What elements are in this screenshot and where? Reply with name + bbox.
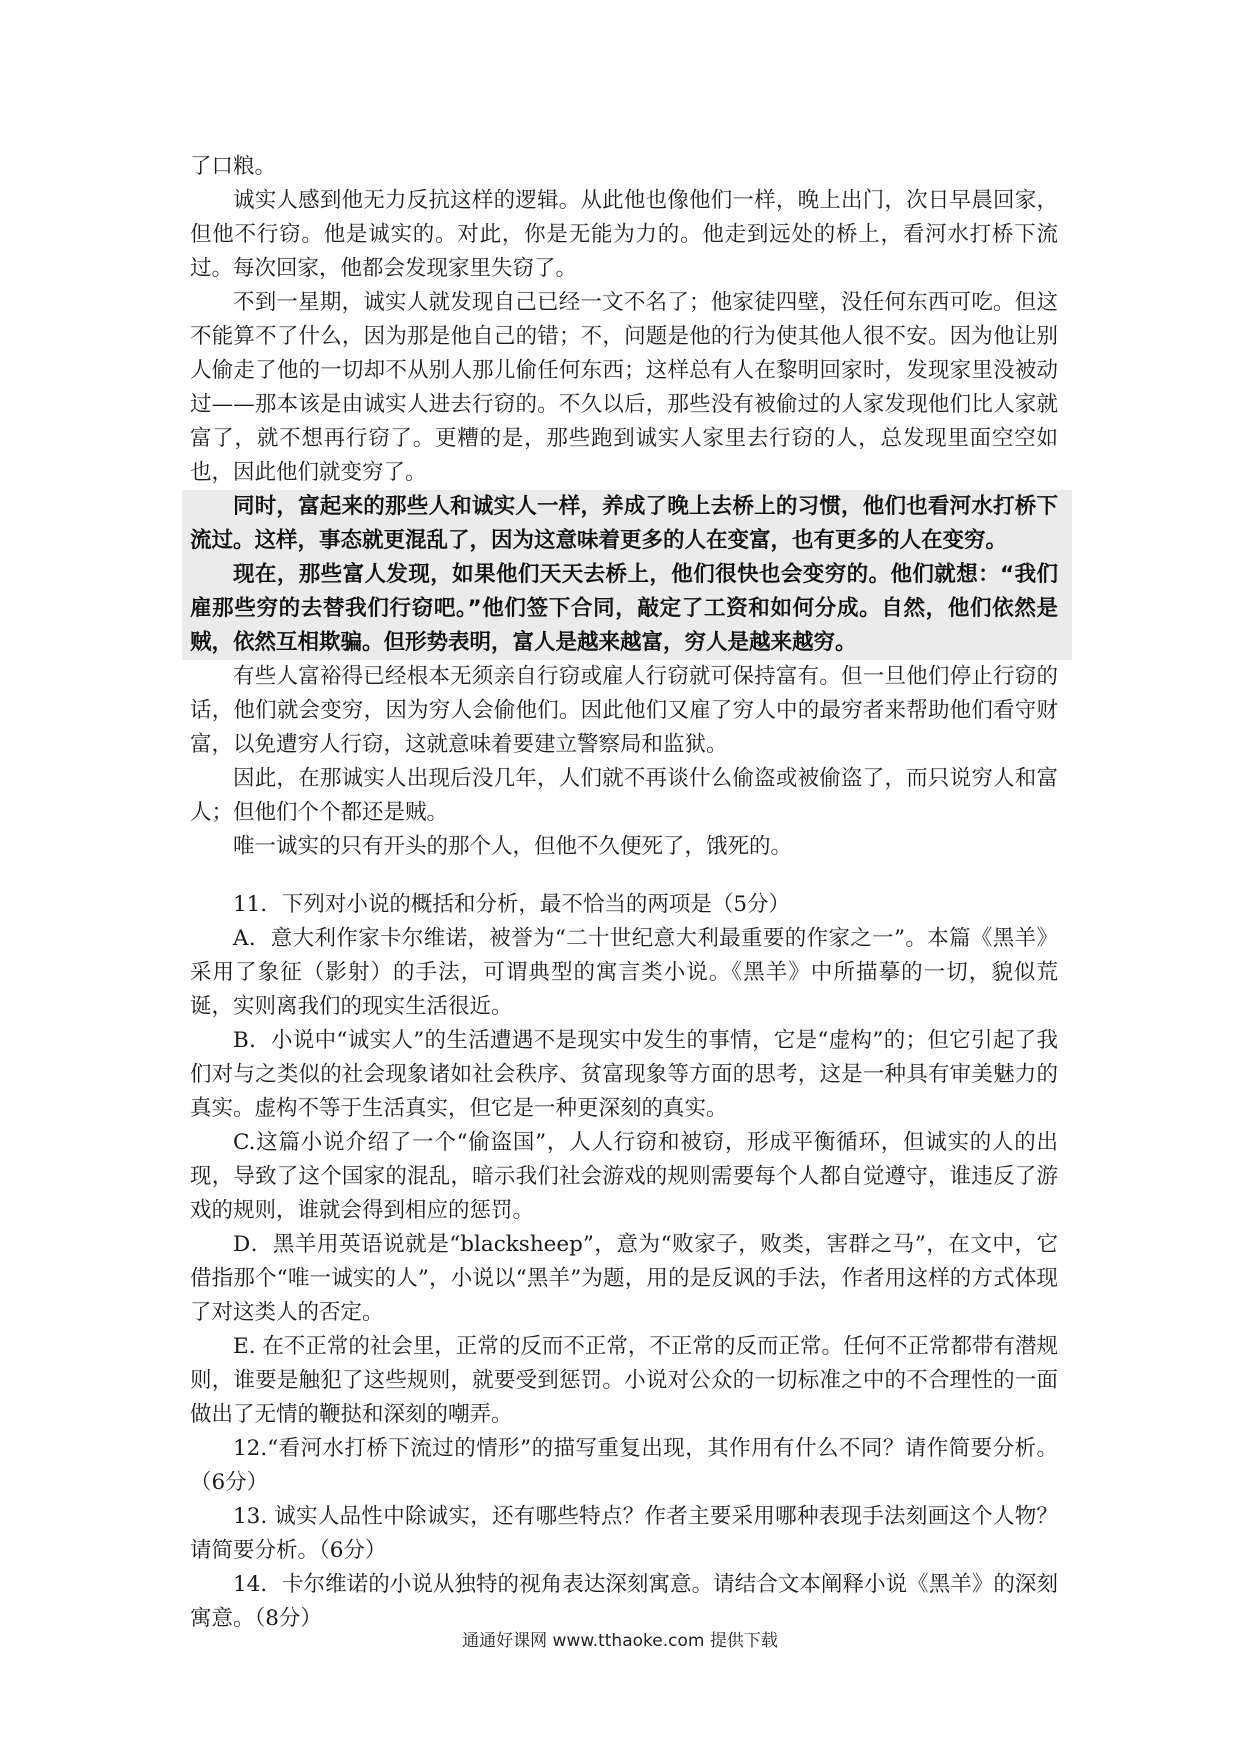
story-paragraph-3: 同时，富起来的那些人和诚实人一样，养成了晚上去桥上的习惯，他们也看河水打桥下流过。这样，事态就更混乱了，因为这意味着更多的人在变富，也有更多的人在变穷。: [182, 490, 1072, 558]
story-paragraph-4: 现在，那些富人发现，如果他们天天去桥上，他们很快也会变穷的。他们就想：“我们雇那些穷的去替我们行窃吧。”他们签下合同，敲定了工资和如何分成。自然，他们依然是贼，依然互相欺骗。但形势表明，富人是越来越富，穷人是越来越穷。: [182, 558, 1072, 660]
question-12: 12.“看河水打桥下流过的情形”的描写重复出现，其作用有什么不同？请作简要分析。（6分）: [190, 1436, 1058, 1495]
page-footer: 通通好课网 www.tthaoke.com 提供下载: [462, 1631, 778, 1651]
questions-section: [190, 888, 1058, 1636]
story-paragraph-5: 有些人富裕得已经根本无须亲自行窃或雇人行窃就可保持富有。但一旦他们停止行窃的话，他们就会变穷，因为穷人会偷他们。因此他们又雇了穷人中的最穷者来帮助他们看守财富，以免遭穷人行窃，这就意味着要建立警察局和监狱。: [190, 664, 1058, 757]
question-11-option-a: A．意大利作家卡尔维诺，被誉为“二十世纪意大利最重要的作家之一”。本篇《黑羊》采用了象征（影射）的手法，可谓典型的寓言类小说。《黑羊》中所描摹的一切，貌似荒诞，实则离我们的现实生活很近。: [190, 926, 1058, 1019]
question-11-option-b: B．小说中“诚实人”的生活遭遇不是现实中发生的事情，它是“虚构”的；但它引起了我们对与之类似的社会现象诸如社会秩序、贫富现象等方面的思考，这是一种具有审美魅力的真实。虚构不等于生活真实，但它是一种更深刻的真实。: [190, 1028, 1058, 1121]
question-14: 14．卡尔维诺的小说从独特的视角表达深刻寓意。请结合文本阐释小说《黑羊》的深刻寓意。（8分）: [190, 1572, 1058, 1631]
question-11: 11．下列对小说的概括和分析，最不恰当的两项是（5分）: [233, 892, 791, 917]
story-paragraph-0: 了口粮。: [190, 154, 277, 179]
story-paragraph-2: 不到一星期，诚实人就发现自己已经一文不名了；他家徒四壁，没任何东西可吃。但这不能算不了什么，因为那是他自己的错；不，问题是他的行为使其他人很不安。因为他让别人偷走了他的一切却不从别人那儿偷任何东西；这样总有人在黎明回家时，发现家里没被动过——那本该是由诚实人进去行窃的。不久以后，那些没有被偷过的人家发现他们比人家就富了，就不想再行窃了。更糟的是，那些跑到诚实人家里去行窃的人，总发现里面空空如也，因此他们就变穷了。: [190, 290, 1058, 485]
question-11-option-e: E. 在不正常的社会里，正常的反而不正常，不正常的反而正常。任何不正常都带有潜规则，谁要是触犯了这些规则，就要受到惩罚。小说对公众的一切标准之中的不合理性的一面做出了无情的鞭挞和深刻的嘲弄。: [190, 1334, 1058, 1427]
question-11-option-d: D．黑羊用英语说就是“blacksheep”，意为“败家子，败类，害群之马”，在文中，它借指那个“唯一诚实的人”，小说以“黑羊”为题，用的是反讽的手法，作者用这样的方式体现了对这类人的否定。: [190, 1232, 1058, 1325]
story-paragraph-1: 诚实人感到他无力反抗这样的逻辑。从此他也像他们一样，晚上出门，次日早晨回家，但他不行窃。他是诚实的。对此，你是无能为力的。他走到远处的桥上，看河水打桥下流过。每次回家，他都会发现家里失窃了。: [190, 188, 1058, 281]
page-content: [190, 150, 1058, 1636]
story-paragraph-6: 因此，在那诚实人出现后没几年，人们就不再谈什么偷盗或被偷盗了，而只说穷人和富人；但他们个个都还是贼。: [190, 766, 1058, 825]
story-paragraph-7: 唯一诚实的只有开头的那个人，但他不久便死了，饿死的。: [233, 834, 793, 859]
section-gap: [190, 864, 1058, 888]
question-13: 13. 诚实人品性中除诚实，还有哪些特点？作者主要采用哪种表现手法刻画这个人物？请简要分析。（6分）: [190, 1504, 1058, 1563]
question-11-option-c: C.这篇小说介绍了一个“偷盗国”，人人行窃和被窃，形成平衡循环，但诚实的人的出现，导致了这个国家的混乱，暗示我们社会游戏的规则需要每个人都自觉遵守，谁违反了游戏的规则，谁就会得到相应的惩罚。: [190, 1130, 1058, 1223]
